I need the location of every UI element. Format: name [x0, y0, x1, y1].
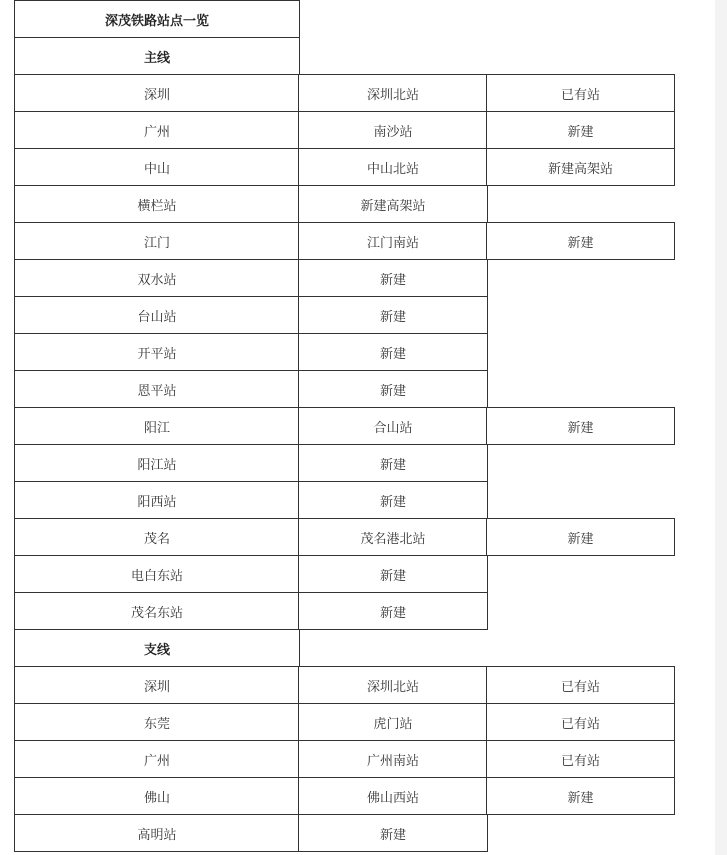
station-cell: 高明站 [14, 814, 300, 852]
station-cell: 阳西站 [14, 481, 300, 519]
status-cell: 已有站 [486, 740, 675, 778]
section-heading: 主线 [14, 37, 300, 75]
station-cell: 中山北站 [298, 148, 488, 186]
station-cell: 阳江站 [14, 444, 300, 482]
station-cell: 虎门站 [298, 703, 488, 741]
city-cell: 佛山 [14, 777, 300, 815]
station-cell: 恩平站 [14, 370, 300, 408]
station-cell: 合山站 [298, 407, 488, 445]
station-cell: 江门南站 [298, 222, 488, 260]
table-title: 深茂铁路站点一览 [14, 0, 300, 38]
station-cell: 南沙站 [298, 111, 488, 149]
status-cell: 新建 [298, 259, 488, 297]
city-cell: 广州 [14, 740, 300, 778]
city-cell: 中山 [14, 148, 300, 186]
status-cell: 新建 [298, 444, 488, 482]
status-cell: 新建 [486, 518, 675, 556]
status-cell: 新建 [298, 814, 488, 852]
station-cell: 茂名港北站 [298, 518, 488, 556]
status-cell: 新建 [298, 592, 488, 630]
station-cell: 横栏站 [14, 185, 300, 223]
status-cell: 新建 [298, 481, 488, 519]
section-heading: 支线 [14, 629, 300, 667]
station-cell: 深圳北站 [298, 666, 488, 704]
status-cell: 新建 [298, 370, 488, 408]
status-cell: 新建高架站 [486, 148, 675, 186]
status-cell: 已有站 [486, 74, 675, 112]
status-cell: 新建 [298, 555, 488, 593]
status-cell: 新建 [486, 222, 675, 260]
station-cell: 广州南站 [298, 740, 488, 778]
status-cell: 新建 [486, 777, 675, 815]
station-cell: 茂名东站 [14, 592, 300, 630]
station-cell: 开平站 [14, 333, 300, 371]
city-cell: 深圳 [14, 74, 300, 112]
city-cell: 广州 [14, 111, 300, 149]
city-cell: 阳江 [14, 407, 300, 445]
city-cell: 深圳 [14, 666, 300, 704]
city-cell: 东莞 [14, 703, 300, 741]
scrollbar[interactable] [715, 0, 727, 855]
status-cell: 新建 [298, 296, 488, 334]
station-cell: 深圳北站 [298, 74, 488, 112]
status-cell: 新建 [486, 111, 675, 149]
city-cell: 茂名 [14, 518, 300, 556]
city-cell: 江门 [14, 222, 300, 260]
status-cell: 新建 [486, 407, 675, 445]
status-cell: 新建高架站 [298, 185, 488, 223]
station-cell: 台山站 [14, 296, 300, 334]
status-cell: 新建 [298, 333, 488, 371]
station-cell: 双水站 [14, 259, 300, 297]
status-cell: 已有站 [486, 666, 675, 704]
status-cell: 已有站 [486, 703, 675, 741]
station-cell: 佛山西站 [298, 777, 488, 815]
station-cell: 电白东站 [14, 555, 300, 593]
